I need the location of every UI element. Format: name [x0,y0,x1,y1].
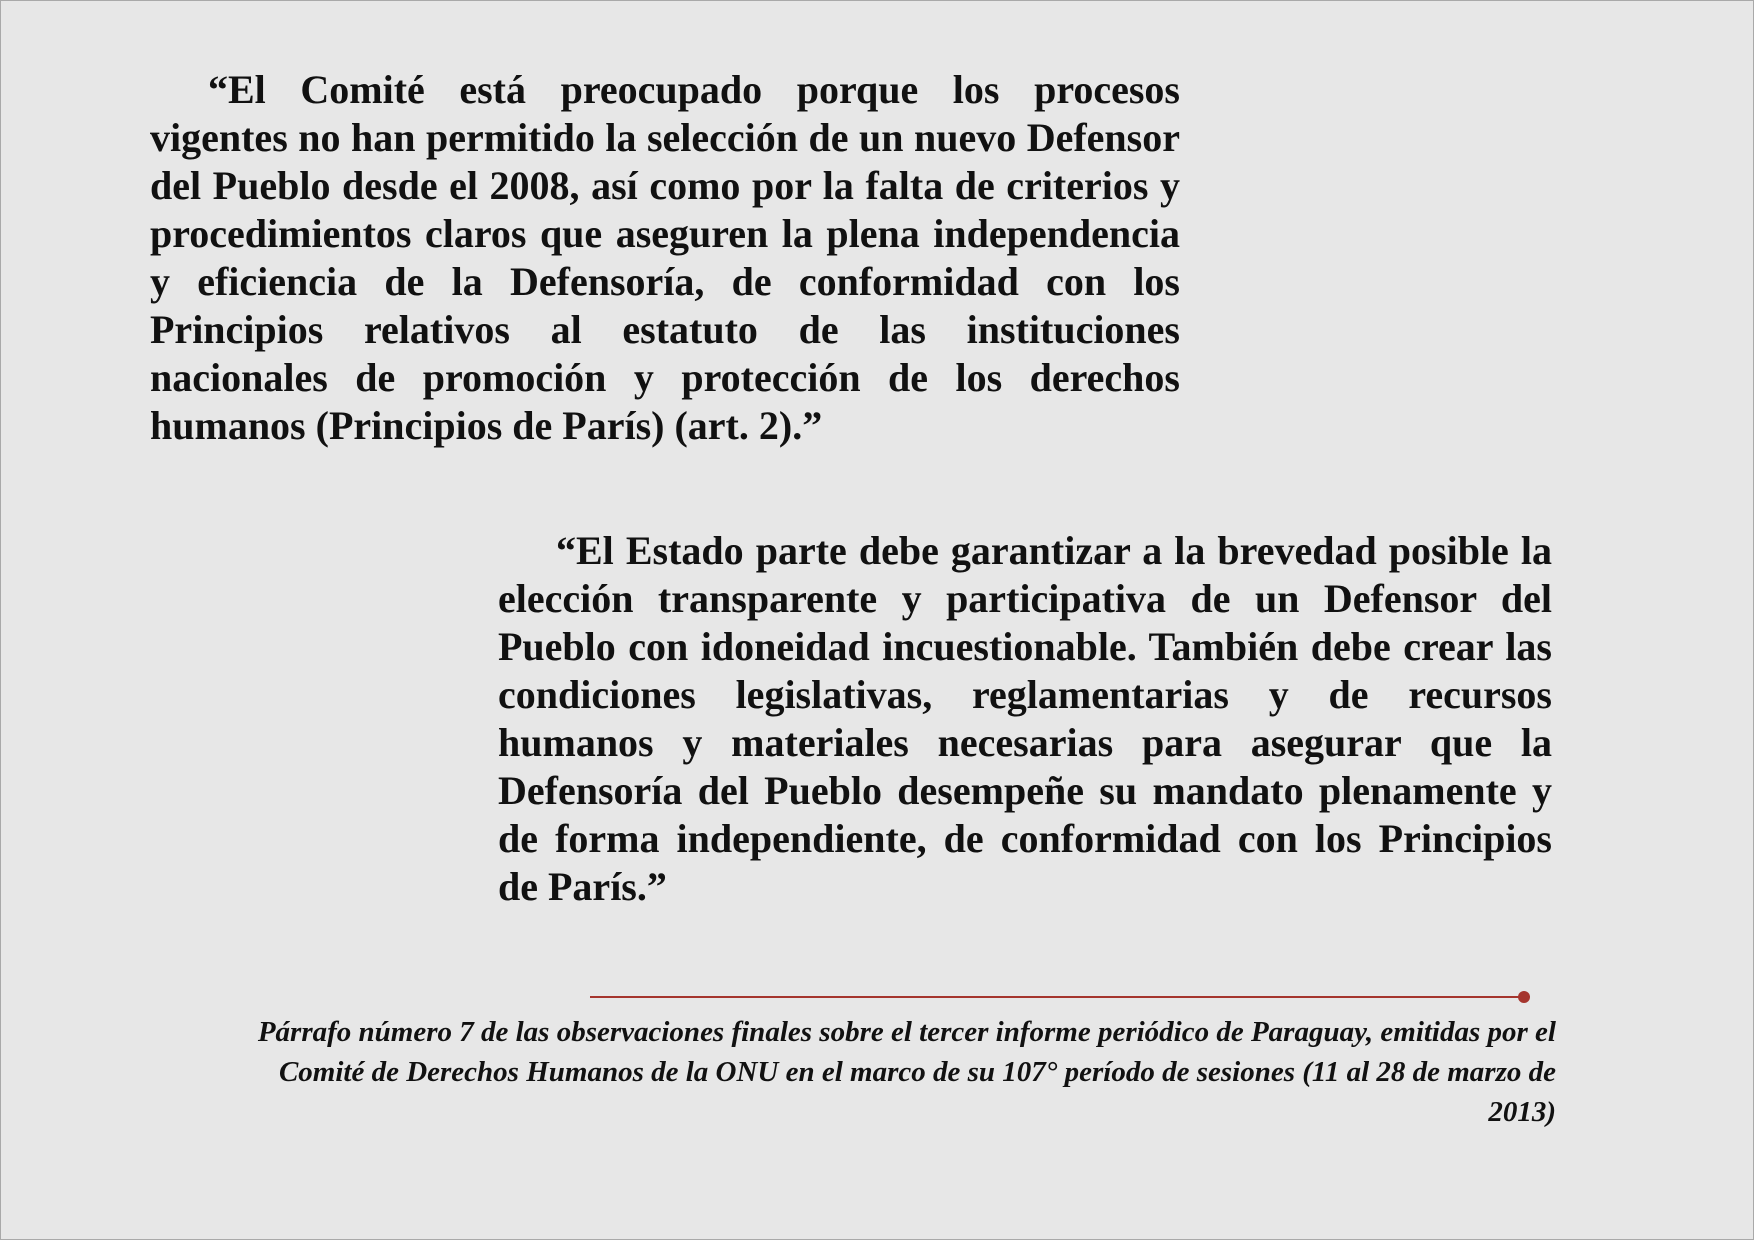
source-divider-dot [1518,991,1530,1003]
committee-concern-quote: “El Comité está preocupado porque los procesos vigentes no han permitido la selección de un nuevo Defensor del Pueblo desde el 2008, así como por la falta de criterios y procedimientos claros que aseguren la plena independencia y eficiencia de la Defensoría, de conformidad con los Principios relativos al estatuto de las instituciones nacionales de promoción y protección de los derechos humanos (Principios de París) (art. 2).” [150,67,1180,448]
state-obligation-quote: “El Estado parte debe garantizar a la brevedad posible la elección transparente y participativa de un Defensor del Pueblo con idoneidad incuestionable. También debe crear las condiciones legislativas, reglamentarias y de recursos humanos y materiales necesarias para asegurar que la Defensoría del Pueblo desempeñe su mandato plenamente y de forma independiente, de conformidad con los Principios de París.” [498,528,1552,909]
source-divider [590,990,1532,1004]
source-caption: Párrafo número 7 de las observaciones finales sobre el tercer informe periódico de Paraguay, emitidas por el Comité de Derechos Humanos de la ONU en el marco de su 107° período de sesiones (11 al 28 de marzo de 2013) [257,1016,1556,1128]
